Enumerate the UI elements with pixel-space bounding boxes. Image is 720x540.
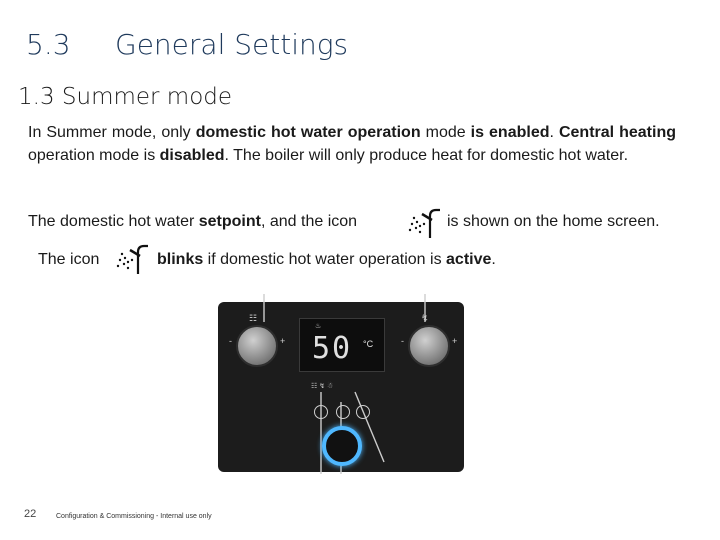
left-plus-label: + (280, 336, 286, 346)
text-run: In Summer mode, only (28, 124, 196, 141)
section-number: 5.3 (26, 28, 71, 61)
display-unit: °C (363, 339, 374, 349)
tap-icon: ↯ (421, 313, 429, 323)
text-bold: Central heating (558, 124, 677, 141)
footer-text: Configuration & Commissioning - Internal use only (56, 513, 212, 520)
left-dial-knob[interactable] (236, 325, 278, 367)
right-plus-label: + (452, 336, 458, 346)
text-bold: blinks (157, 251, 204, 268)
right-dial-knob[interactable] (408, 325, 450, 367)
display-temperature: 50 (312, 331, 353, 366)
status-ring[interactable] (322, 426, 362, 466)
radiator-icon: ☷ (249, 313, 258, 323)
page-number: 22 (24, 508, 37, 520)
text-bold: active (446, 251, 492, 268)
mode-button[interactable] (336, 405, 350, 419)
display-shower-icon: ♨ (315, 323, 322, 330)
right-minus-label: - (401, 336, 404, 346)
text-run: . (549, 124, 559, 141)
text-run: mode (420, 124, 471, 141)
text-bold: disabled (159, 146, 225, 164)
mode-icons: ☷ ↯ ☃ (311, 383, 334, 390)
text-bold: setpoint (198, 213, 261, 230)
comfort-button[interactable] (356, 405, 370, 419)
text-run: , and the icon (260, 213, 358, 230)
text-run: operation mode is (28, 146, 160, 164)
left-minus-label: - (229, 336, 232, 346)
text-run: The domestic hot water (28, 213, 199, 230)
icon-label: The icon (38, 251, 100, 268)
text-run: . The boiler will only produce heat for domestic hot water. (224, 146, 629, 164)
subsection-title: 1.3 Summer mode (18, 84, 233, 110)
section-title: General Settings (115, 28, 349, 61)
reset-button[interactable] (314, 405, 328, 419)
text-run: if domestic hot water operation is (203, 251, 447, 268)
text-bold: is enabled (470, 124, 550, 141)
home-screen-text: is shown on the home screen. (447, 213, 660, 230)
text-bold: domestic hot water operation (195, 124, 421, 141)
text-run: . (491, 251, 496, 268)
